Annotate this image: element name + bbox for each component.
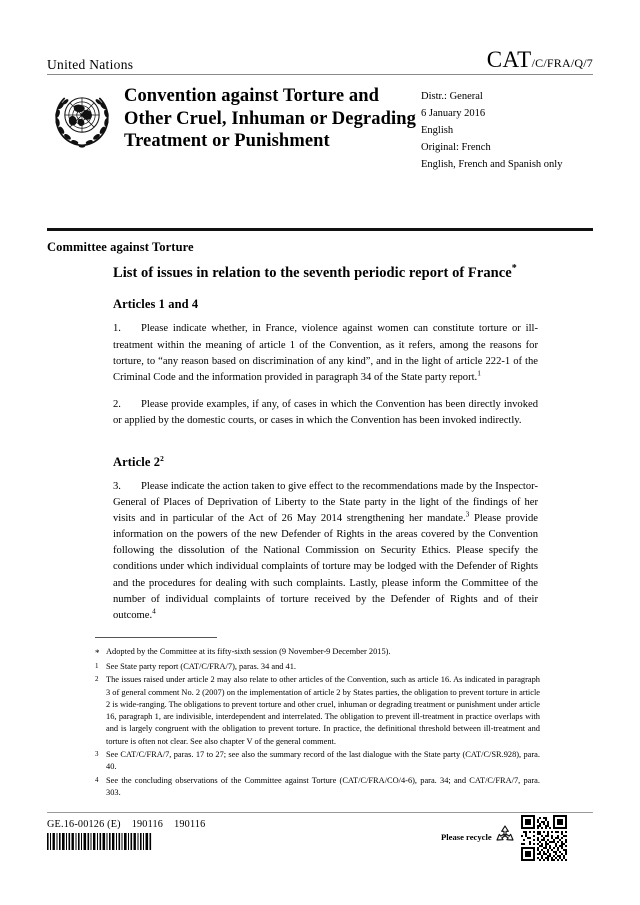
section-heading-article-2-text: Article 2 bbox=[113, 454, 161, 469]
masthead bbox=[47, 48, 593, 173]
footnote-1-mark: 1 bbox=[95, 662, 99, 671]
section-heading-article-2 bbox=[113, 455, 538, 470]
qr-code bbox=[521, 815, 567, 861]
paragraph-2-number: 2. bbox=[113, 398, 121, 410]
paragraph-1-number: 1. bbox=[113, 323, 121, 335]
footer-divider bbox=[47, 812, 593, 813]
page-title bbox=[113, 264, 538, 283]
barcode bbox=[47, 833, 153, 850]
paragraph-3-text-part1: Please indicate the action taken to give effect to the recommendations made by the Inspector-General of Places of Deprivation of Liberty to the State party in the light of the findings of her visits and in particular of the Act of 26 May 2014 strengthening her mandate. bbox=[113, 480, 538, 525]
recycle-icon bbox=[494, 824, 516, 849]
footnote-1 bbox=[95, 661, 540, 673]
section-divider-rule bbox=[47, 228, 593, 231]
document-symbol bbox=[487, 48, 593, 71]
document-body bbox=[113, 264, 538, 635]
footnote-asterisk bbox=[95, 646, 540, 660]
recycle-notice bbox=[441, 824, 516, 849]
distribution-block bbox=[421, 88, 593, 173]
masthead-body-row bbox=[47, 84, 593, 173]
paragraph-3-footnote-mark: 4 bbox=[152, 606, 156, 616]
footnote-asterisk-text: Adopted by the Committee at its fifty-sixth session (9 November-9 December 2015). bbox=[106, 647, 391, 656]
document-symbol-suffix: /C/FRA/Q/7 bbox=[531, 56, 593, 70]
section-heading-articles-1-and-4: Articles 1 and 4 bbox=[113, 297, 199, 312]
section-divider bbox=[47, 228, 593, 231]
page-title-footnote-mark: * bbox=[511, 263, 517, 275]
footnote-separator bbox=[95, 637, 217, 638]
section-heading-article-2-footnote-mark: 2 bbox=[160, 453, 164, 463]
job-code: GE.16-00126 (E) 190116 190116 bbox=[47, 819, 206, 830]
paragraph-3 bbox=[113, 479, 538, 624]
footnote-4-mark: 4 bbox=[95, 775, 99, 784]
paragraph-3-number: 3. bbox=[113, 480, 121, 492]
paragraph-1-text: Please indicate whether, in France, violence against women can constitute torture or ill-treatment within the meaning of article 1 of the Convention, as it refers, among the reasons for torture, to “any reason based on discrimination of any kind”, and in the light of article 222-1 of the Criminal Code and the information provided in paragraph 34 of the State party report. bbox=[113, 323, 538, 383]
footnote-4 bbox=[95, 775, 540, 800]
footnotes bbox=[95, 646, 540, 800]
paragraph-2 bbox=[113, 397, 538, 429]
paragraph-1 bbox=[113, 321, 538, 385]
footnote-asterisk-mark: * bbox=[95, 648, 100, 658]
committee-name: Committee against Torture bbox=[47, 240, 194, 254]
organization-name: United Nations bbox=[47, 56, 134, 72]
distribution-language: English bbox=[421, 125, 454, 136]
footnote-2-mark: 2 bbox=[95, 675, 99, 684]
distribution-line: Distr.: General bbox=[421, 91, 483, 102]
distribution-languages-only: English, French and Spanish only bbox=[421, 159, 563, 170]
distribution-original: Original: French bbox=[421, 142, 491, 153]
masthead-divider bbox=[47, 74, 593, 75]
paragraph-3-inline-footnote-mark: 3 bbox=[465, 509, 470, 519]
footnote-4-text: See the concluding observations of the Committee against Torture (CAT/C/FRA/CO/4-6), para. 34; and CAT/C/FRA/7, para. 303. bbox=[106, 775, 540, 797]
paragraph-3-text-part2: Please provide information on the powers of the new Defender of Rights in the areas covered by the Convention following the dissolution of the National Commission on Security Ethics. Please specify the conditions under which individual complaints of torture may be lodged with the Defender of Rights and the procedures for dealing with such complaints. Lastly, please inform the Committee of the number of individual complaints of torture received by the Defender of Rights and of their outcome. bbox=[113, 513, 538, 621]
un-emblem bbox=[49, 86, 115, 152]
masthead-top-row bbox=[47, 48, 593, 74]
document-symbol-main: CAT bbox=[486, 47, 532, 72]
footnote-2-text: The issues raised under article 2 may also relate to other articles of the Convention, such as article 16. As indicated in paragraph 3 of general comment No. 2 (2007) on the implementation of article 2 by States parties, the obligation to prevent torture in article 2 is wide-ranging. The obligations to prevent torture and other cruel, inhuman or degrading treatment or punishment under article 16, paragraph 1, are indivisible, interdependent and interrelated. The obligation to prevent ill-treatment in practice overlaps with and is largely congruent with the obligation to prevent torture. In practice, the definitional threshold between ill-treatment and torture is often not clear. See also chapter V of the general comment. bbox=[106, 675, 540, 746]
footnote-3 bbox=[95, 749, 540, 774]
paragraph-2-text: Please provide examples, if any, of cases in which the Convention has been directly invoked or applied by the domestic courts, or cases in which the Convention has been invoked indirectly. bbox=[113, 398, 538, 426]
paragraph-1-footnote-mark: 1 bbox=[477, 368, 481, 378]
convention-title: Convention against Torture and Other Cruel, Inhuman or Degrading Treatment or Punishment bbox=[124, 86, 416, 152]
footnote-1-text: See State party report (CAT/C/FRA/7), paras. 34 and 41. bbox=[106, 662, 297, 672]
footnote-3-mark: 3 bbox=[95, 749, 99, 758]
recycle-label: Please recycle bbox=[441, 831, 492, 842]
page-title-text: List of issues in relation to the seventh periodic report of France bbox=[113, 265, 512, 281]
footnote-2 bbox=[95, 674, 540, 748]
distribution-date: 6 January 2016 bbox=[421, 108, 486, 119]
footnote-3-text: See CAT/C/FRA/7, paras. 17 to 27; see also the summary record of the last dialogue with the State party (CAT/C/SR.928), para. 40. bbox=[106, 749, 540, 772]
